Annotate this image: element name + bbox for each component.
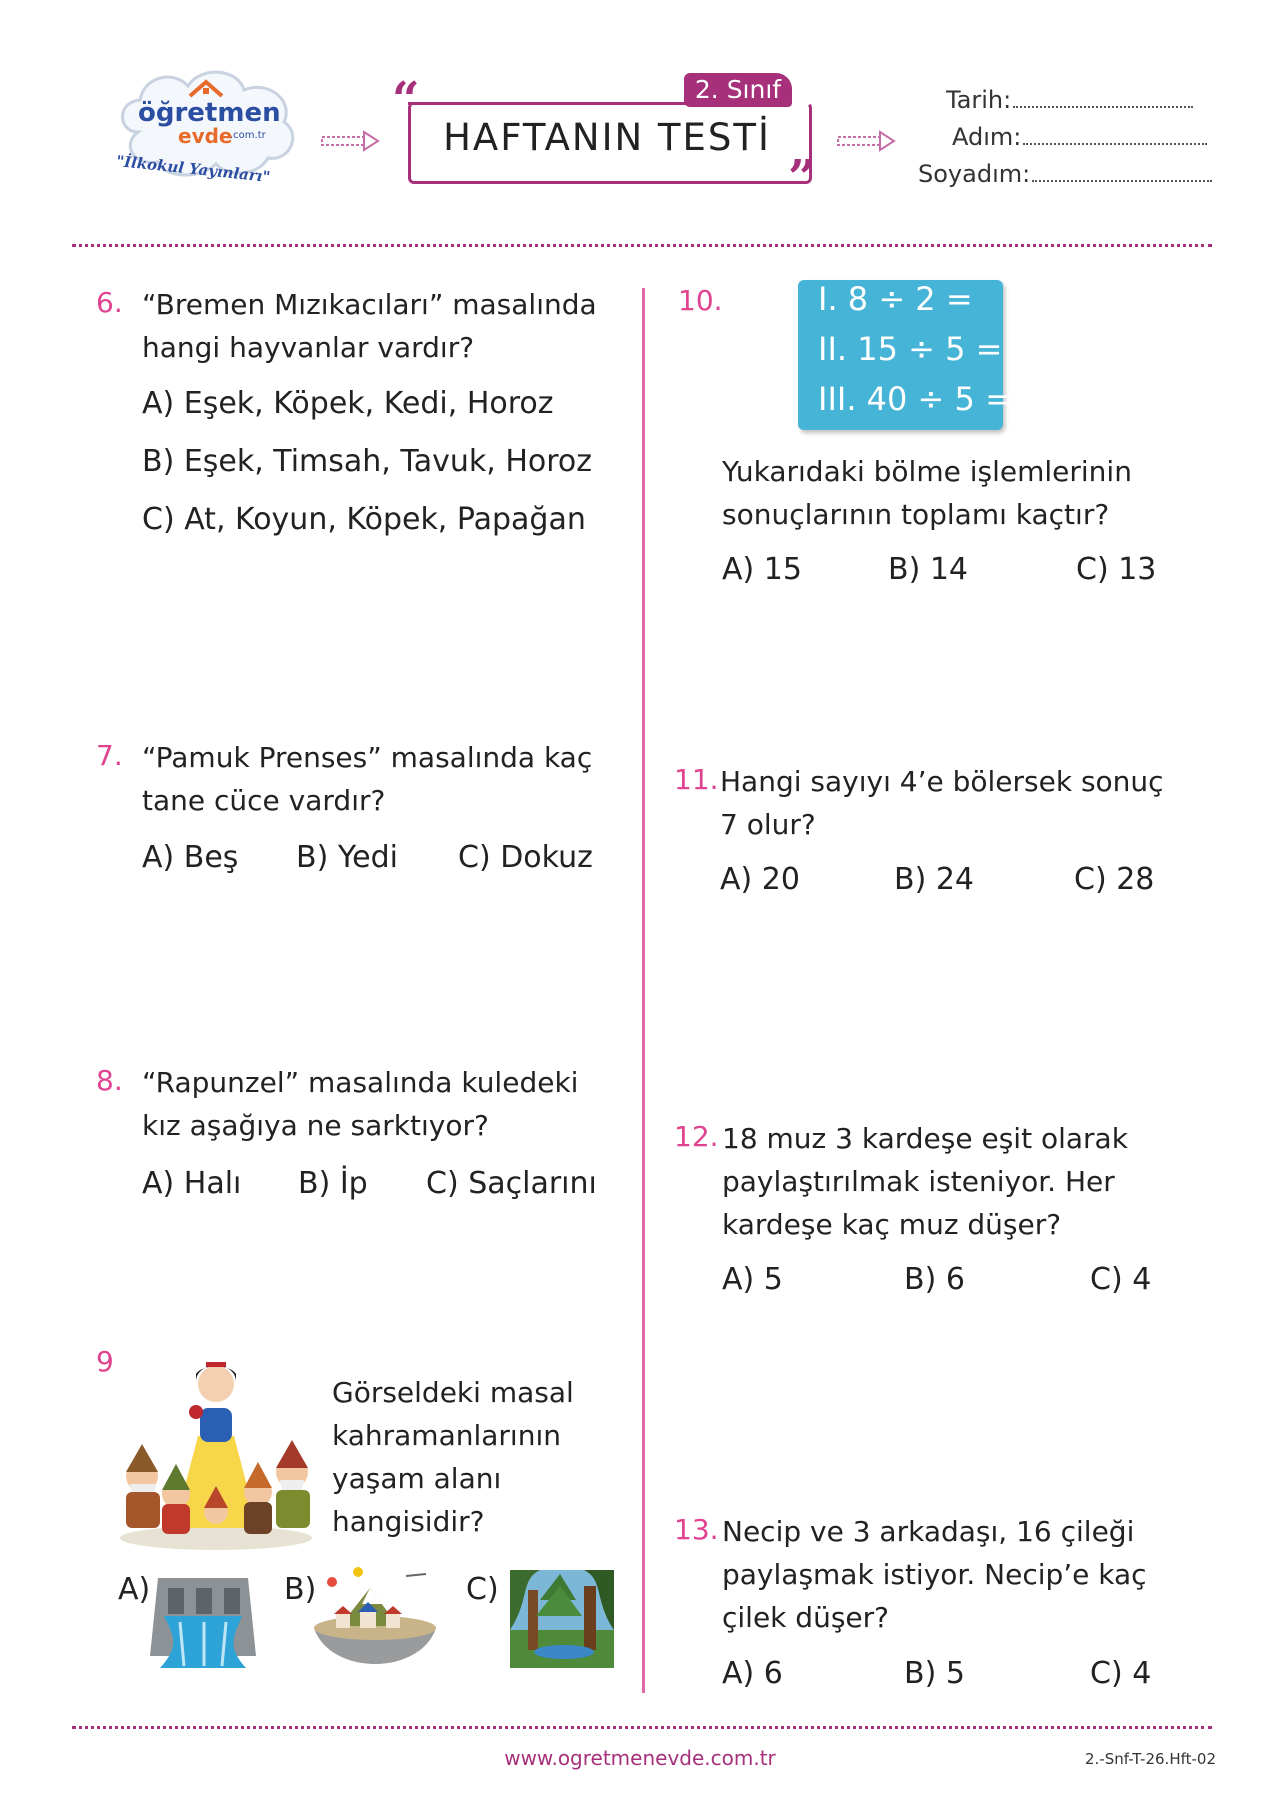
- logo-tagline: "İlkokul Yayınları": [115, 151, 272, 187]
- name-label: Adım:: [952, 123, 1022, 151]
- date-field: [946, 86, 1193, 114]
- surname-field: [918, 160, 1212, 188]
- publisher-logo: [108, 62, 300, 194]
- open-quote: “: [392, 72, 420, 128]
- arrow-right-icon: [836, 130, 896, 152]
- question-line: 18 muz 3 kardeşe eşit olarak: [722, 1122, 1128, 1155]
- footer-divider: [72, 1726, 1212, 1729]
- option-b[interactable]: B) 6: [904, 1262, 965, 1297]
- question-text: [720, 760, 1164, 846]
- math-line: III. 40 ÷ 5 =: [818, 380, 1012, 418]
- grade-badge: 2. Sınıf: [684, 73, 792, 107]
- option-a[interactable]: A) 5: [722, 1262, 783, 1297]
- option-c[interactable]: C) Dokuz: [458, 840, 593, 875]
- floating-town-image[interactable]: [310, 1566, 440, 1676]
- title-frame-top: [408, 102, 688, 105]
- footer-website-link[interactable]: www.ogretmenevde.com.tr: [504, 1746, 776, 1770]
- document-code: 2.-Snf-T-26.Hft-02: [1085, 1750, 1216, 1768]
- question-line: yaşam alanı: [332, 1462, 502, 1495]
- logo-main-text: öğretmen: [138, 98, 281, 128]
- question-line: kız aşağıya ne sarktıyor?: [142, 1109, 489, 1142]
- option-a[interactable]: A) Beş: [142, 840, 239, 875]
- header-divider: [72, 244, 1212, 247]
- question-line: Yukarıdaki bölme işlemlerinin: [722, 455, 1132, 488]
- question-number: 10.: [678, 284, 723, 317]
- option-a[interactable]: A) Halı: [142, 1166, 242, 1201]
- page-title: HAFTANIN TESTİ: [443, 116, 771, 159]
- option-c[interactable]: C) Saçlarını: [426, 1166, 597, 1201]
- question-text: [142, 1061, 578, 1147]
- math-line: I. 8 ÷ 2 =: [818, 280, 973, 318]
- question-line: paylaştırılmak isteniyor. Her: [722, 1165, 1115, 1198]
- date-label: Tarih:: [946, 86, 1012, 114]
- option-a[interactable]: A): [118, 1572, 151, 1607]
- forest-image[interactable]: [510, 1570, 614, 1668]
- question-line: kardeşe kaç muz düşer?: [722, 1208, 1062, 1241]
- option-a[interactable]: A) 6: [722, 1656, 783, 1691]
- surname-label: Soyadım:: [918, 160, 1031, 188]
- option-b[interactable]: B) İp: [298, 1166, 368, 1201]
- logo-domain-text: .com.tr: [230, 130, 266, 141]
- question-number: 9: [96, 1345, 114, 1378]
- option-a[interactable]: A) 20: [720, 862, 800, 897]
- logo-sub-text: evde: [178, 124, 233, 148]
- question-line: Necip ve 3 arkadaşı, 16 çileği: [722, 1515, 1135, 1548]
- question-text: [722, 450, 1132, 536]
- option-c[interactable]: C) 28: [1074, 862, 1155, 897]
- dam-waterfall-image[interactable]: [150, 1576, 256, 1670]
- question-line: çilek düşer?: [722, 1601, 890, 1634]
- question-line: hangi hayvanlar vardır?: [142, 331, 475, 364]
- question-text: [722, 1117, 1128, 1246]
- option-c[interactable]: C) 4: [1090, 1262, 1152, 1297]
- question-line: paylaşmak istiyor. Necip’e kaç: [722, 1558, 1147, 1591]
- math-line: II. 15 ÷ 5 =: [818, 330, 1003, 368]
- question-line: 7 olur?: [720, 808, 816, 841]
- question-line: Görseldeki masal: [332, 1376, 574, 1409]
- option-a[interactable]: A) 15: [722, 552, 802, 587]
- column-divider: [642, 288, 645, 1693]
- question-line: Hangi sayıyı 4’e bölersek sonuç: [720, 765, 1164, 798]
- name-field: [952, 123, 1207, 151]
- snow-white-dwarfs-illustration: [112, 1352, 320, 1552]
- option-a[interactable]: A) Eşek, Köpek, Kedi, Horoz: [142, 386, 554, 421]
- option-c[interactable]: C): [466, 1572, 499, 1607]
- close-quote: ”: [788, 150, 816, 206]
- question-text: [142, 283, 597, 369]
- option-b[interactable]: B) 5: [904, 1656, 965, 1691]
- option-c[interactable]: C) 4: [1090, 1656, 1152, 1691]
- arrow-right-icon: [320, 130, 380, 152]
- question-number: 6.: [96, 286, 123, 319]
- question-line: sonuçlarının toplamı kaçtır?: [722, 498, 1110, 531]
- option-b[interactable]: B) 24: [894, 862, 974, 897]
- question-number: 7.: [96, 739, 123, 772]
- question-number: 8.: [96, 1064, 123, 1097]
- option-c[interactable]: C) At, Koyun, Köpek, Papağan: [142, 502, 586, 537]
- question-text: [142, 736, 592, 822]
- question-line: “Rapunzel” masalında kuledeki: [142, 1066, 579, 1099]
- option-b[interactable]: B) 14: [888, 552, 968, 587]
- question-number: 11.: [674, 763, 719, 796]
- question-number: 12.: [674, 1120, 719, 1153]
- question-number: 13.: [674, 1513, 719, 1546]
- question-line: “Bremen Mızıkacıları” masalında: [142, 288, 597, 321]
- question-line: kahramanlarının: [332, 1419, 561, 1452]
- question-text: [722, 1510, 1147, 1639]
- option-b[interactable]: B) Eşek, Timsah, Tavuk, Horoz: [142, 444, 593, 479]
- question-line: hangisidir?: [332, 1505, 485, 1538]
- option-c[interactable]: C) 13: [1076, 552, 1157, 587]
- option-b[interactable]: B): [284, 1572, 317, 1607]
- question-text: [332, 1371, 574, 1543]
- question-line: “Pamuk Prenses” masalında kaç: [142, 741, 593, 774]
- option-b[interactable]: B) Yedi: [296, 840, 398, 875]
- division-problems-box: [798, 280, 1012, 430]
- question-line: tane cüce vardır?: [142, 784, 386, 817]
